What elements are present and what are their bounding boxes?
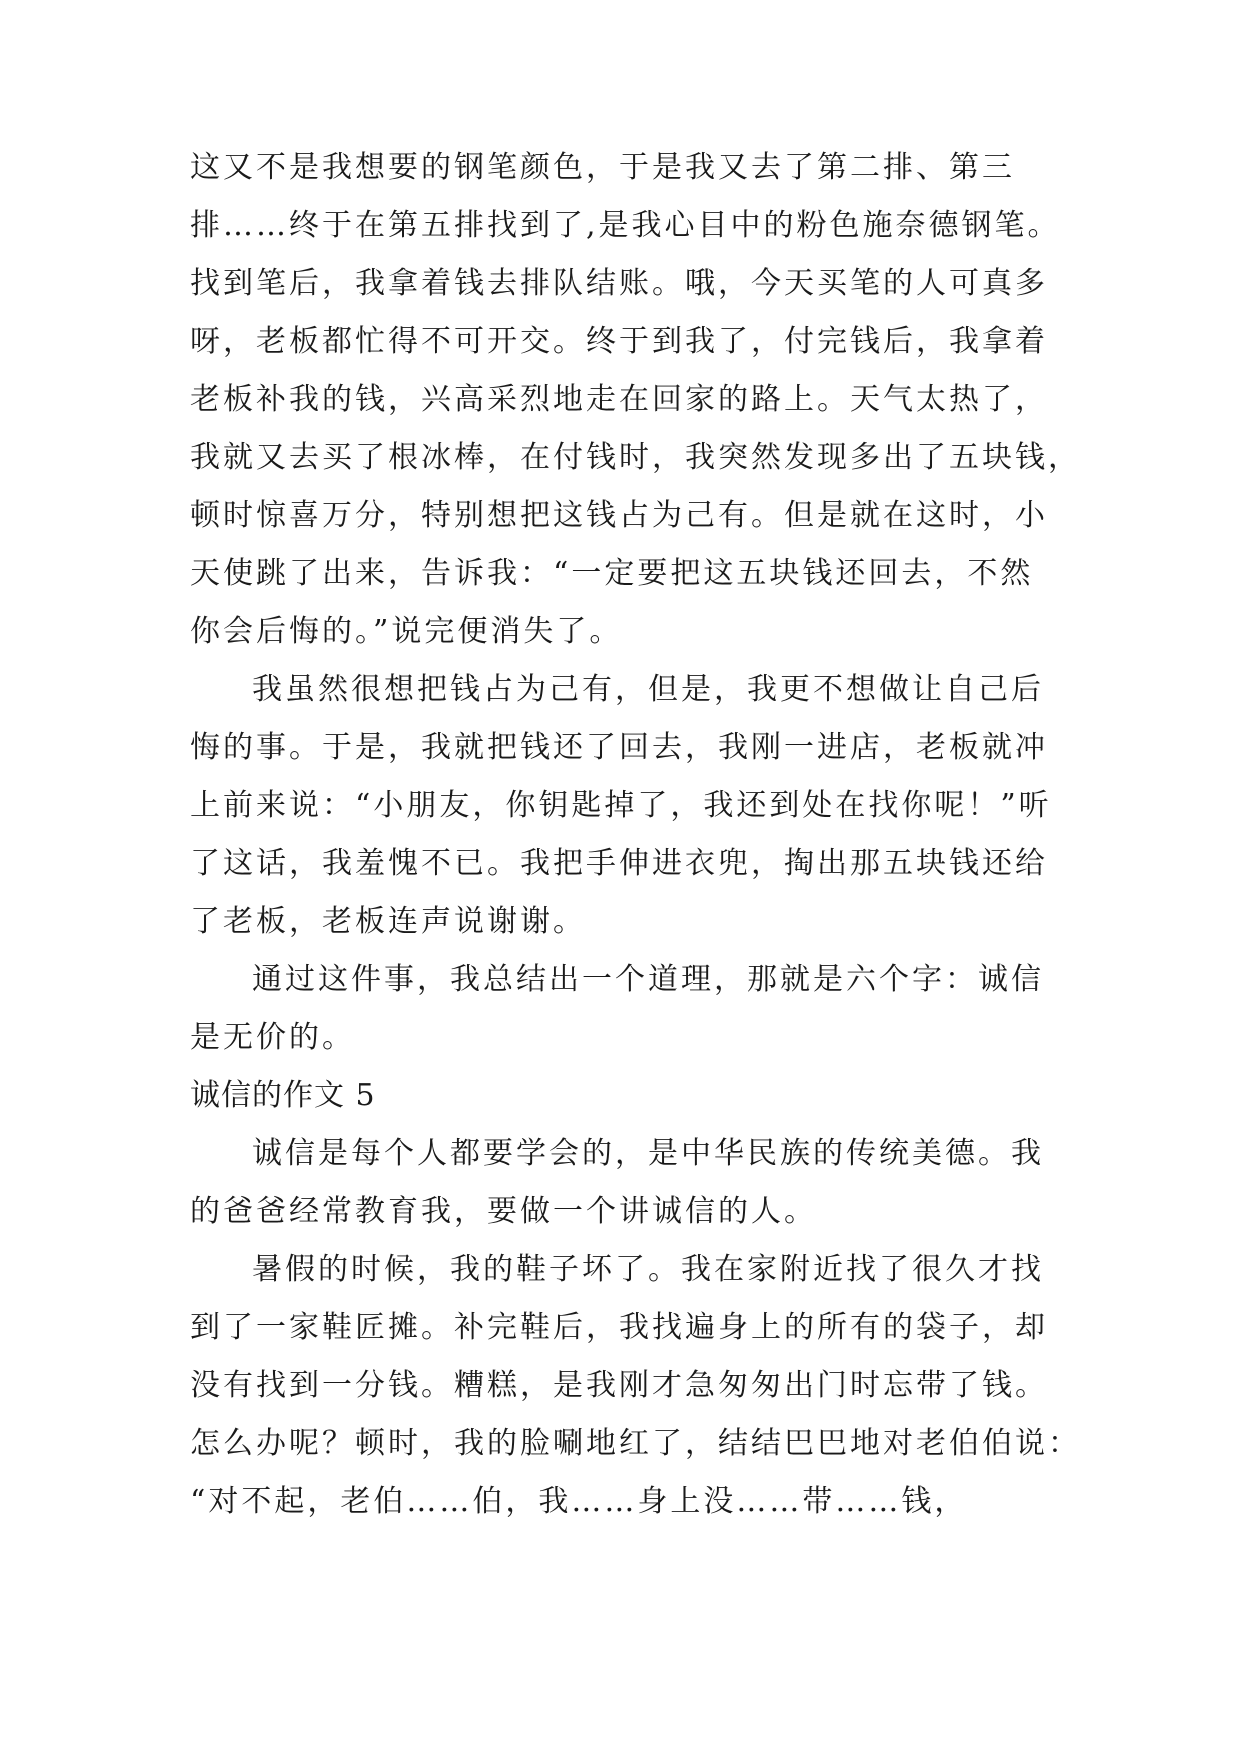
paragraph-first-line: 我虽然很想把钱占为己有，但是，我更不想做让自己后 <box>252 672 1044 707</box>
text-line: 没有找到一分钱。糟糕，是我刚才急匆匆出门时忘带了钱。 <box>190 1368 1048 1403</box>
text-line: 呀，老板都忙得不可开交。终于到我了，付完钱后，我拿着 <box>190 324 1048 359</box>
text-line: “对不起，老伯……伯，我……身上没……带……钱， <box>190 1484 968 1519</box>
text-line: 你会后悔的。”说完便消失了。 <box>190 614 623 649</box>
paragraph-first-line: 诚信是每个人都要学会的，是中华民族的传统美德。我 <box>252 1136 1044 1171</box>
paragraph-first-line: 通过这件事，我总结出一个道理，那就是六个字：诚信 <box>252 962 1044 997</box>
text-line: 上前来说：“小朋友，你钥匙掉了，我还到处在找你呢！”听 <box>190 788 1052 823</box>
text-line: 找到笔后，我拿着钱去排队结账。哦，今天买笔的人可真多 <box>190 266 1048 301</box>
text-line: 了老板，老板连声说谢谢。 <box>190 904 586 939</box>
text-line: 我就又去买了根冰棒，在付钱时，我突然发现多出了五块钱， <box>190 440 1081 475</box>
text-line: 悔的事。于是，我就把钱还了回去，我刚一进店，老板就冲 <box>190 730 1048 765</box>
text-line: 怎么办呢？顿时，我的脸唰地红了，结结巴巴地对老伯伯说： <box>190 1426 1081 1461</box>
text-line: 了这话，我羞愧不已。我把手伸进衣兜，掏出那五块钱还给 <box>190 846 1048 881</box>
text-line: 这又不是我想要的钢笔颜色，于是我又去了第二排、第三 <box>190 150 1015 185</box>
text-line: 到了一家鞋匠摊。补完鞋后，我找遍身上的所有的袋子，却 <box>190 1310 1048 1345</box>
text-line: 的爸爸经常教育我，要做一个讲诚信的人。 <box>190 1194 817 1229</box>
paragraph-first-line: 暑假的时候，我的鞋子坏了。我在家附近找了很久才找 <box>252 1252 1044 1287</box>
text-line: 老板补我的钱，兴高采烈地走在回家的路上。天气太热了， <box>190 382 1048 417</box>
text-line: 排……终于在第五排找到了,是我心目中的粉色施奈德钢笔。 <box>190 208 1061 243</box>
section-heading: 诚信的作文 5 <box>190 1078 376 1113</box>
text-line: 顿时惊喜万分，特别想把这钱占为己有。但是就在这时，小 <box>190 498 1048 533</box>
text-line: 天使跳了出来，告诉我：“一定要把这五块钱还回去，不然 <box>190 556 1034 591</box>
text-line: 是无价的。 <box>190 1020 355 1055</box>
